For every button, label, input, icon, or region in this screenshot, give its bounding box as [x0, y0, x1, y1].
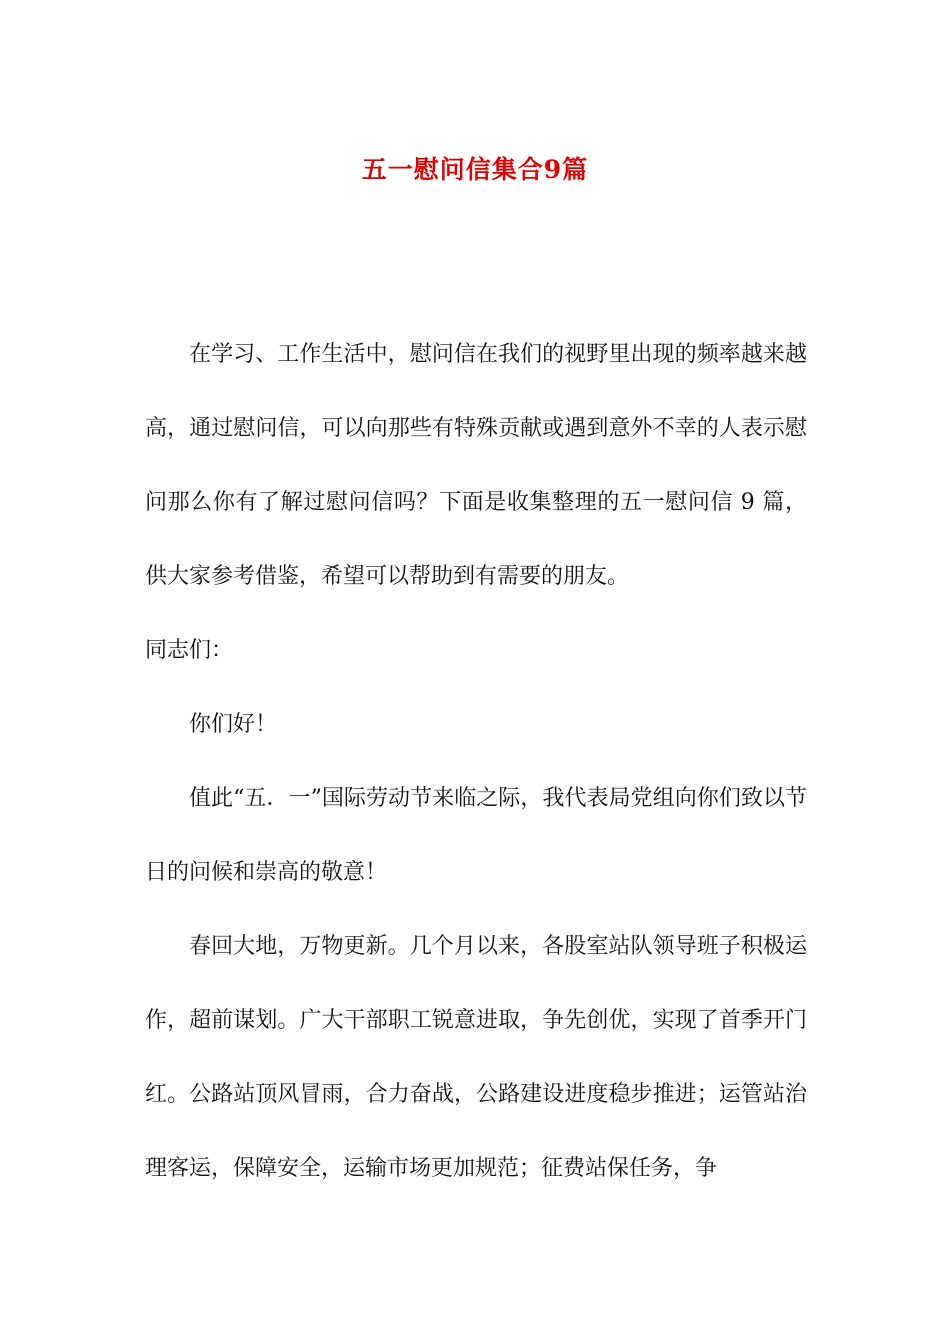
document-body [145, 318, 807, 1206]
intro-paragraph: 在学习、工作生活中，慰问信在我们的视野里出现的频率越来越高，通过慰问信，可以向那些有特殊贡献或遇到意外不幸的人表示慰问那么你有了解过慰问信吗？下面是收集整理的五一慰问信 9 篇，供大家参考借鉴，希望可以帮助到有需要的朋友。 [145, 342, 807, 589]
salutation: 同志们： [145, 638, 234, 663]
document-title: 五一慰问信集合9篇 [361, 154, 589, 184]
greeting-paragraph: 你们好！ [189, 712, 278, 737]
holiday-greeting-paragraph: 值此“五．一”国际劳动节来临之际，我代表局党组向你们致以节日的问候和崇高的敬意！ [145, 786, 807, 885]
work-summary-paragraph: 春回大地，万物更新。几个月以来，各股室站队领导班子积极运作，超前谋划。广大干部职工锐意进取，争先创优，实现了首季开门红。公路站顶风冒雨，合力奋战，公路建设进度稳步推进；运管站治理客运，保障安全，运输市场更加规范；征费站保任务，争 [145, 934, 807, 1181]
